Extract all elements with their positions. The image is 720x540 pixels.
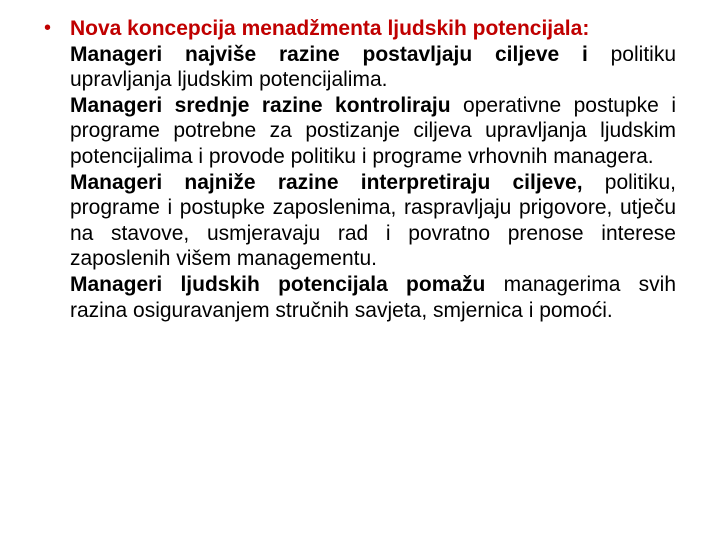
paragraph-body: managerima svih razina osiguravanjem stručnih savjeta, smjernica i pomoći. xyxy=(70,272,676,322)
slide-heading: Nova koncepcija menadžmenta ljudskih potencijala: xyxy=(70,17,590,40)
paragraph-top-managers xyxy=(70,42,676,93)
paragraph-body: politiku upravljanja ljudskim potencijalima. xyxy=(70,42,676,92)
paragraph-lower-managers xyxy=(70,170,676,272)
paragraph-hr-managers xyxy=(70,272,676,323)
paragraph-body: operativne postupke i programe potrebne za postizanje ciljeva upravljanja ljudskim potencijalima i provode politiku i programe vrhovnih managera. xyxy=(70,93,676,168)
paragraph-bold-lead: Manageri najniže razine interpretiraju ciljeve, xyxy=(70,170,583,194)
paragraph-bold-lead: Manageri ljudskih potencijala pomažu xyxy=(70,272,486,296)
paragraph-middle-managers xyxy=(70,93,676,170)
bullet-marker: • xyxy=(44,17,52,39)
paragraph-bold-lead: Manageri najviše razine postavljaju ciljeve i xyxy=(70,42,588,66)
bullet-list-item xyxy=(44,16,676,323)
paragraph-bold-lead: Manageri srednje razine kontroliraju xyxy=(70,93,451,117)
paragraph-body: politiku, programe i postupke zaposlenima, raspravljaju prigovore, utječu na stavove, usmjeravaju rad i povratno prenose interese zaposlenih višem managementu. xyxy=(70,170,676,271)
